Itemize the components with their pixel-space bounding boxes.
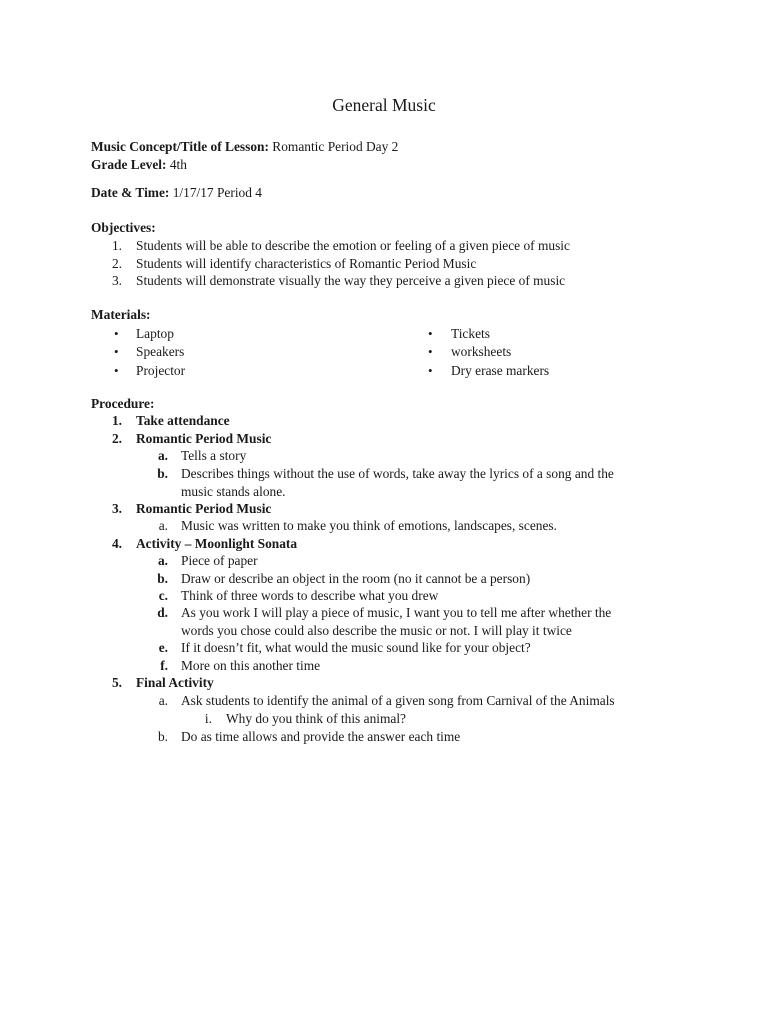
substep-text: If it doesn’t fit, what would the music sound like for your object? xyxy=(181,640,531,655)
grade-level-value: 4th xyxy=(169,157,187,172)
substep-text-continued: words you chose could also describe the music or not. I will play it twice xyxy=(181,623,572,638)
document-title: General Music xyxy=(332,95,436,115)
procedure-heading: Procedure: xyxy=(91,396,155,411)
materials-heading: Materials: xyxy=(91,307,151,322)
bullet-icon: • xyxy=(428,344,433,359)
step-marker: 4. xyxy=(111,536,122,551)
substep-marker: b. xyxy=(157,571,168,586)
bullet-icon: • xyxy=(114,344,119,359)
step-title: Take attendance xyxy=(136,413,230,428)
step-title: Final Activity xyxy=(136,675,214,690)
material-item: worksheets xyxy=(451,344,512,359)
lesson-title-label: Music Concept/Title of Lesson: xyxy=(91,139,269,154)
substep-marker: b. xyxy=(157,729,168,744)
material-item: Dry erase markers xyxy=(451,363,550,378)
substep-text-continued: music stands alone. xyxy=(181,484,286,499)
lesson-title-value: Romantic Period Day 2 xyxy=(272,139,399,154)
substep-marker: a. xyxy=(157,553,168,568)
bullet-icon: • xyxy=(428,363,433,378)
objective-item: Students will identify characteristics of Romantic Period Music xyxy=(136,256,477,271)
substep-text: Draw or describe an object in the room (no it cannot be a person) xyxy=(181,571,531,586)
substep-marker: b. xyxy=(157,466,168,481)
subsubstep-marker: i. xyxy=(204,711,212,726)
material-item: Projector xyxy=(136,363,186,378)
date-time-value: 1/17/17 Period 4 xyxy=(172,185,262,200)
substep-text: Piece of paper xyxy=(181,553,258,568)
step-marker: 3. xyxy=(111,501,122,516)
grade-level-field xyxy=(91,156,187,174)
substep-text: Tells a story xyxy=(181,448,247,463)
substep-text: Describes things without the use of words, take away the lyrics of a song and the xyxy=(181,466,614,481)
substep-marker: a. xyxy=(157,448,168,463)
subsubstep-text: Why do you think of this animal? xyxy=(226,711,407,726)
date-time-field xyxy=(91,184,262,202)
grade-level-label: Grade Level: xyxy=(91,157,167,172)
substep-marker: a. xyxy=(158,693,168,708)
substep-marker: c. xyxy=(158,588,168,603)
bullet-icon: • xyxy=(428,326,433,341)
step-title: Romantic Period Music xyxy=(136,501,272,516)
material-item: Tickets xyxy=(451,326,490,341)
lesson-title-field xyxy=(91,138,398,156)
substep-marker: a. xyxy=(158,518,168,533)
step-marker: 2. xyxy=(111,431,122,446)
substep-text: As you work I will play a piece of music, I want you to tell me after whether the xyxy=(181,605,612,620)
substep-text: Think of three words to describe what you drew xyxy=(181,588,439,603)
substep-marker: d. xyxy=(157,605,168,620)
objective-item: Students will be able to describe the emotion or feeling of a given piece of music xyxy=(136,238,570,253)
substep-marker: f. xyxy=(160,658,168,673)
step-marker: 5. xyxy=(111,675,122,690)
objective-marker: 1. xyxy=(111,238,122,253)
substep-text: Music was written to make you think of emotions, landscapes, scenes. xyxy=(181,518,557,533)
date-time-label: Date & Time: xyxy=(91,185,170,200)
substep-text: More on this another time xyxy=(181,658,321,673)
objectives-heading: Objectives: xyxy=(91,220,156,235)
objective-marker: 2. xyxy=(111,256,122,271)
step-marker: 1. xyxy=(111,413,122,428)
bullet-icon: • xyxy=(114,363,119,378)
substep-text: Do as time allows and provide the answer each time xyxy=(181,729,461,744)
material-item: Speakers xyxy=(136,344,185,359)
bullet-icon: • xyxy=(114,326,119,341)
objective-item: Students will demonstrate visually the way they perceive a given piece of music xyxy=(136,273,566,288)
step-title: Activity – Moonlight Sonata xyxy=(136,536,298,551)
material-item: Laptop xyxy=(136,326,174,341)
step-title: Romantic Period Music xyxy=(136,431,272,446)
objective-marker: 3. xyxy=(111,273,122,288)
substep-marker: e. xyxy=(158,640,168,655)
substep-text: Ask students to identify the animal of a given song from Carnival of the Animals xyxy=(181,693,615,708)
